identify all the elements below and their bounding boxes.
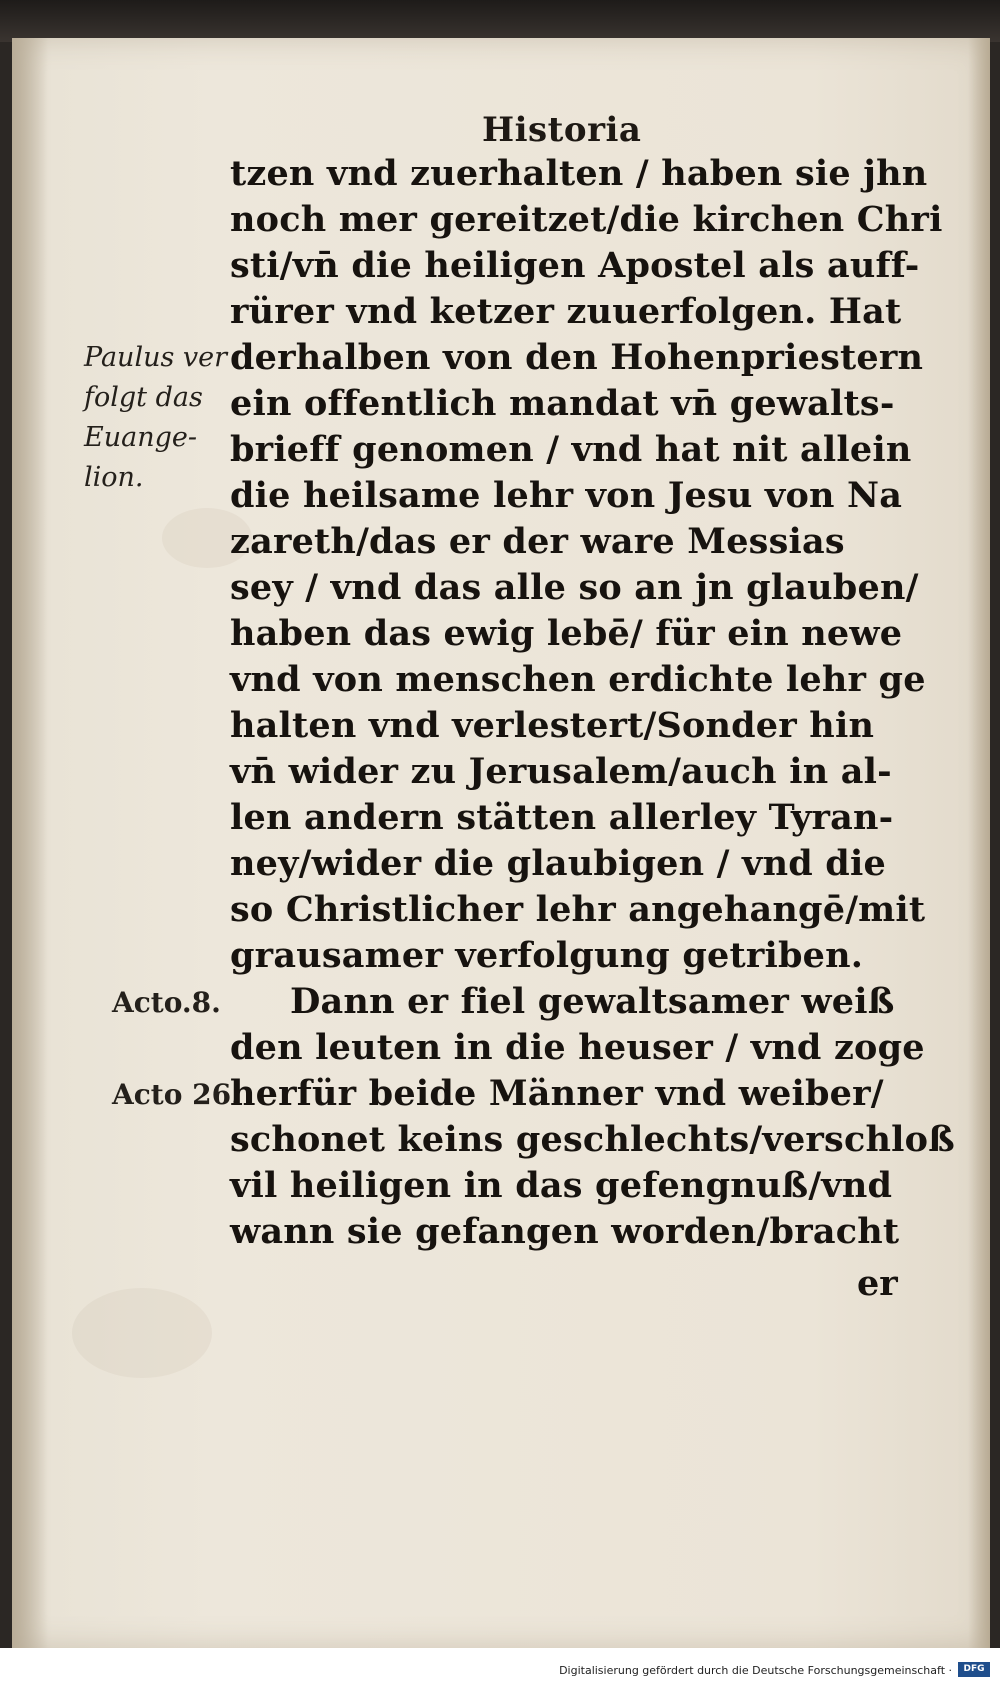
text-line: len andern stätten allerley Tyran-	[230, 797, 894, 838]
text-line: ein offentlich mandat vn̄ gewalts-	[230, 383, 895, 424]
text-line: ney/wider die glaubigen / vnd die	[230, 843, 886, 884]
marginal-note-line: Paulus ver	[84, 342, 228, 373]
text-line: die heilsame lehr von Jesu von Na	[230, 475, 903, 516]
marginal-note-line: folgt das	[84, 382, 203, 413]
book-edge-top	[0, 0, 1000, 42]
text-line: vn̄ wider zu Jerusalem/auch in al-	[230, 751, 892, 792]
running-head: Historia	[482, 110, 642, 150]
text-line: herfür beide Männer vnd weiber/	[230, 1073, 884, 1114]
dfg-logo: DFG	[958, 1662, 990, 1677]
text-line: schonet keins geschlechts/verschloß	[230, 1119, 955, 1160]
marginal-ref-acts-26: Acto 26.	[112, 1078, 241, 1111]
page-edge-shadow	[968, 38, 990, 1648]
text-line: grausamer verfolgung getriben.	[230, 935, 864, 976]
text-line: haben das ewig lebē/ für ein newe	[230, 613, 903, 654]
text-line: so Christlicher lehr angehangē/mit	[230, 889, 926, 930]
paper-stain	[72, 1288, 212, 1378]
text-line: derhalben von den Hohenpriestern	[230, 337, 924, 378]
catchword: er	[857, 1263, 898, 1304]
text-line-paragraph-start: Dann er fiel gewaltsamer weiß	[290, 981, 895, 1022]
book-page	[12, 38, 990, 1648]
text-line: vil heiligen in das gefengnuß/vnd	[230, 1165, 893, 1206]
marginal-note-paulus	[84, 338, 234, 498]
text-line: rürer vnd ketzer zuuerfolgen. Hat	[230, 291, 902, 332]
text-line: brieff genomen / vnd hat nit allein	[230, 429, 912, 470]
text-line: vnd von menschen erdichte lehr ge	[230, 659, 926, 700]
text-line: sey / vnd das alle so an jn glauben/	[230, 567, 919, 608]
text-line: sti/vn̄ die heiligen Apostel als auff-	[230, 245, 920, 286]
marginal-ref-acts-8: Acto.8.	[112, 986, 221, 1019]
footer-credit-text: Digitalisierung gefördert durch die Deutsche Forschungsgemeinschaft ·	[559, 1664, 952, 1677]
digitization-footer	[0, 1648, 1000, 1687]
text-line: tzen vnd zuerhalten / haben sie jhn	[230, 153, 928, 194]
text-line: den leuten in die heuser / vnd zoge	[230, 1027, 925, 1068]
text-line: noch mer gereitzet/die kirchen Chri	[230, 199, 943, 240]
text-line: zareth/das er der ware Messias	[230, 521, 845, 562]
marginal-note-line: lion.	[84, 462, 144, 493]
marginal-note-line: Euange-	[84, 422, 197, 453]
text-line: halten vnd verlestert/Sonder hin	[230, 705, 875, 746]
body-text-block	[230, 151, 955, 1255]
text-line: wann sie gefangen worden/bracht	[230, 1211, 900, 1252]
page-gutter-shadow	[12, 38, 48, 1648]
